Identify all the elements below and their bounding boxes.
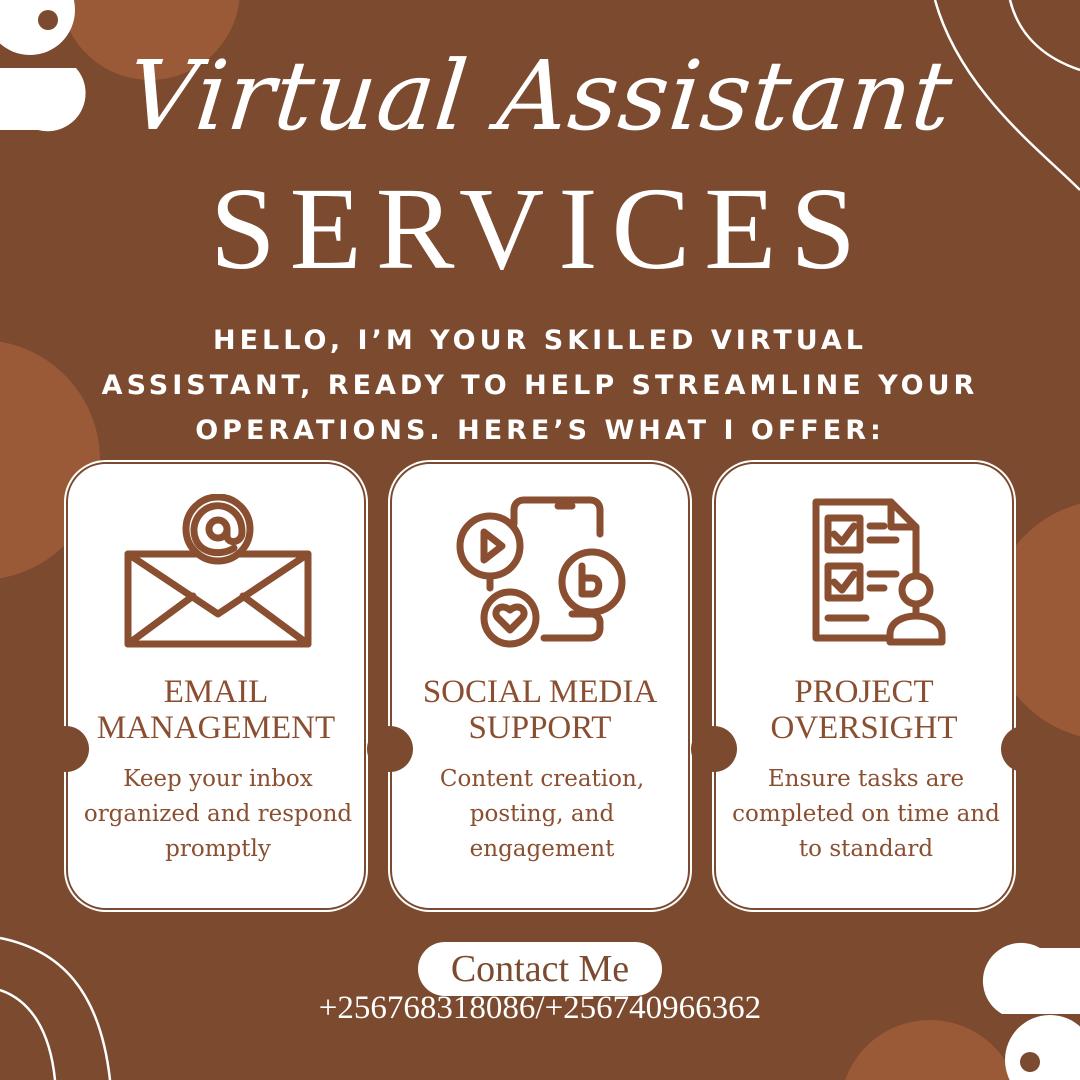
card-notch: [367, 726, 413, 772]
service-card-project-oversight: [714, 462, 1014, 910]
decor-dot: [1020, 1052, 1040, 1072]
decor-dot: [38, 10, 58, 30]
phone-numbers: +256768318086/+256740966362: [318, 990, 762, 1026]
service-title: EMAIL MANAGEMENT: [96, 674, 336, 746]
email-icon: [118, 494, 318, 654]
service-title: PROJECT OVERSIGHT: [770, 674, 958, 746]
service-description: Ensure tasks are completed on time and to standard: [732, 766, 1000, 862]
service-description: Content creation, posting, and engagement: [439, 766, 645, 862]
decor-circle: [840, 1020, 1020, 1080]
service-title: SOCIAL MEDIA SUPPORT: [422, 674, 658, 746]
card-notch: [691, 726, 737, 772]
service-description: Keep your inbox organized and respond promptly: [83, 766, 353, 862]
social-media-icon: [442, 494, 642, 654]
service-card-social-media: [390, 462, 690, 910]
card-notch: [43, 726, 89, 772]
project-oversight-icon: [766, 494, 966, 654]
script-title: Virtual Assistant: [122, 40, 958, 152]
page-title: SERVICES: [210, 163, 870, 294]
card-notch: [1001, 726, 1047, 772]
intro-text: HELLO, I’M YOUR SKILLED VIRTUAL ASSISTANT, READY TO HELP STREAMLINE YOUR OPERATIONS. HERE’S WHAT I OFFER:: [101, 325, 979, 446]
service-card-email: [66, 462, 366, 910]
contact-button[interactable]: Contact Me: [418, 942, 662, 996]
